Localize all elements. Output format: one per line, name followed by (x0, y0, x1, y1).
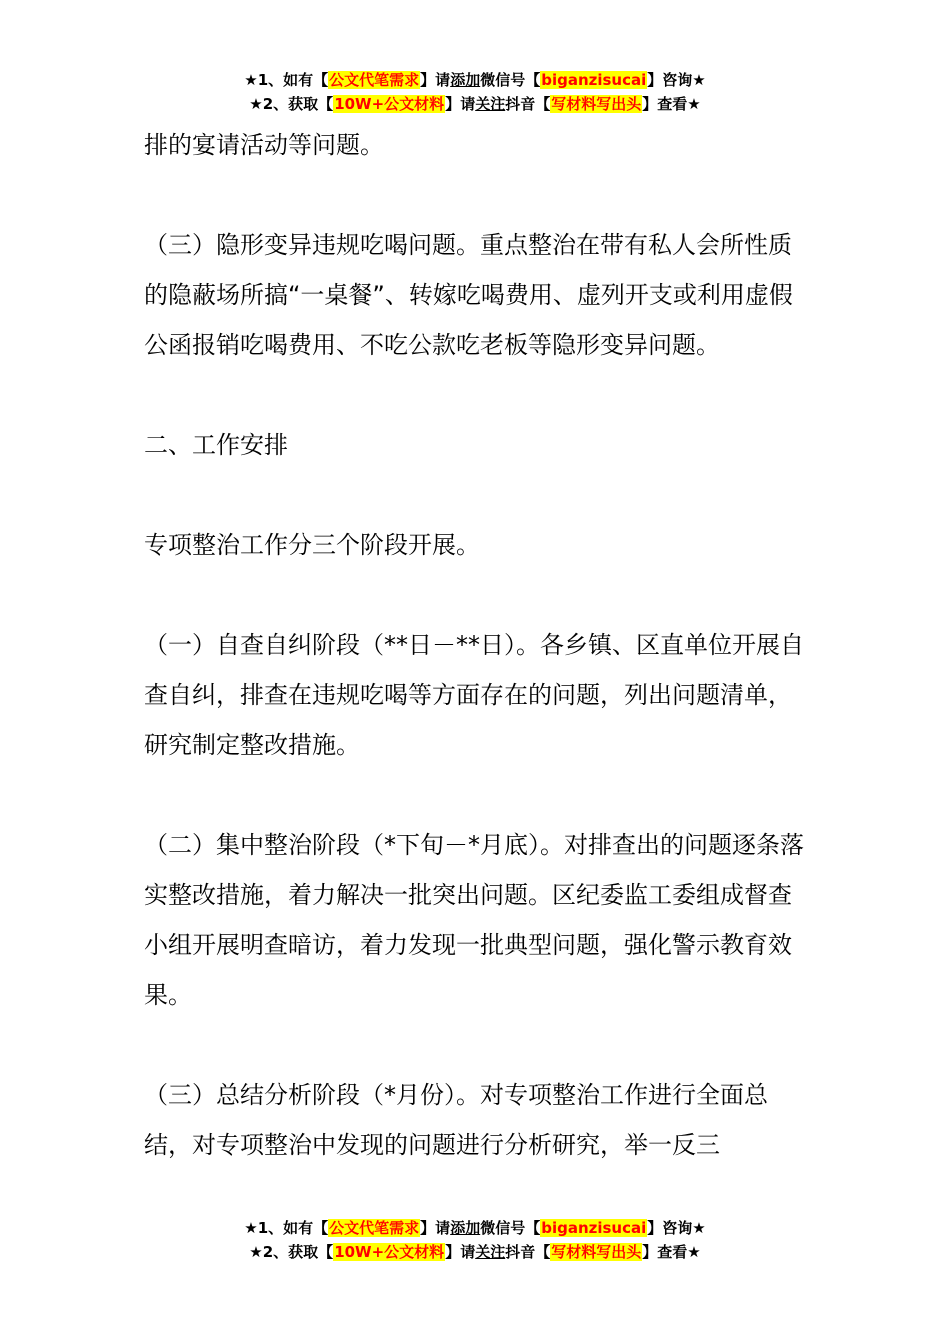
banner-text: ★2、获取【 (249, 1243, 334, 1261)
paragraph: （三）隐形变异违规吃喝问题。重点整治在带有私人会所性质的隐蔽场所搞“一桌餐”、转嫁吃喝费用、虚列开支或利用虚假公函报销吃喝费用、不吃公款吃老板等隐形变异问题。 (144, 231, 793, 359)
footer-banner (0, 1216, 950, 1264)
document-body (144, 120, 808, 1170)
footer-banner-line-2 (0, 1240, 950, 1264)
banner-text: ★1、如有【 (244, 71, 329, 89)
banner-text: ★2、获取【 (249, 95, 334, 113)
banner-text: 微信号【 (480, 1219, 541, 1237)
banner-highlight: 写材料写出头 (551, 95, 642, 113)
banner-text: 】请 (445, 1243, 476, 1261)
paragraph: 排的宴请活动等问题。 (144, 131, 384, 159)
banner-text: 】查看★ (642, 95, 701, 113)
banner-highlight: biganzisucai (541, 1219, 647, 1237)
paragraph: （一）自查自纠阶段（**日－**日）。各乡镇、区直单位开展自查自纠，排查在违规吃喝等方面存在的问题，列出问题清单，研究制定整改措施。 (144, 631, 804, 759)
header-banner (0, 68, 950, 116)
banner-highlight: biganzisucai (541, 71, 647, 89)
banner-text: 】请 (445, 95, 476, 113)
banner-text: 】请 (420, 71, 451, 89)
banner-text: 】咨询★ (647, 1219, 706, 1237)
banner-underline: 关注 (475, 1243, 506, 1261)
banner-highlight: 10W+公文材料 (334, 1243, 445, 1261)
banner-text: ★1、如有【 (244, 1219, 329, 1237)
banner-highlight: 写材料写出头 (551, 1243, 642, 1261)
banner-underline: 添加 (450, 1219, 481, 1237)
banner-text: 】请 (420, 1219, 451, 1237)
banner-text: 抖音【 (505, 95, 551, 113)
banner-text: 抖音【 (505, 1243, 551, 1261)
paragraph: 专项整治工作分三个阶段开展。 (144, 531, 480, 559)
banner-text: 微信号【 (480, 71, 541, 89)
header-banner-line-2 (0, 92, 950, 116)
banner-highlight: 公文代笔需求 (329, 1219, 420, 1237)
banner-underline: 关注 (475, 95, 506, 113)
header-banner-line-1 (0, 68, 950, 92)
footer-banner-line-1 (0, 1216, 950, 1240)
banner-text: 】查看★ (642, 1243, 701, 1261)
banner-highlight: 10W+公文材料 (334, 95, 445, 113)
banner-underline: 添加 (450, 71, 481, 89)
banner-highlight: 公文代笔需求 (329, 71, 420, 89)
section-heading: 二、工作安排 (144, 431, 288, 459)
paragraph: （二）集中整治阶段（*下旬－*月底）。对排查出的问题逐条落实整改措施，着力解决一批突出问题。区纪委监工委组成督查小组开展明查暗访，着力发现一批典型问题，强化警示教育效果。 (144, 831, 804, 1009)
banner-text: 】咨询★ (647, 71, 706, 89)
paragraph: （三）总结分析阶段（*月份）。对专项整治工作进行全面总结，对专项整治中发现的问题进行分析研究，举一反三 (144, 1081, 768, 1159)
